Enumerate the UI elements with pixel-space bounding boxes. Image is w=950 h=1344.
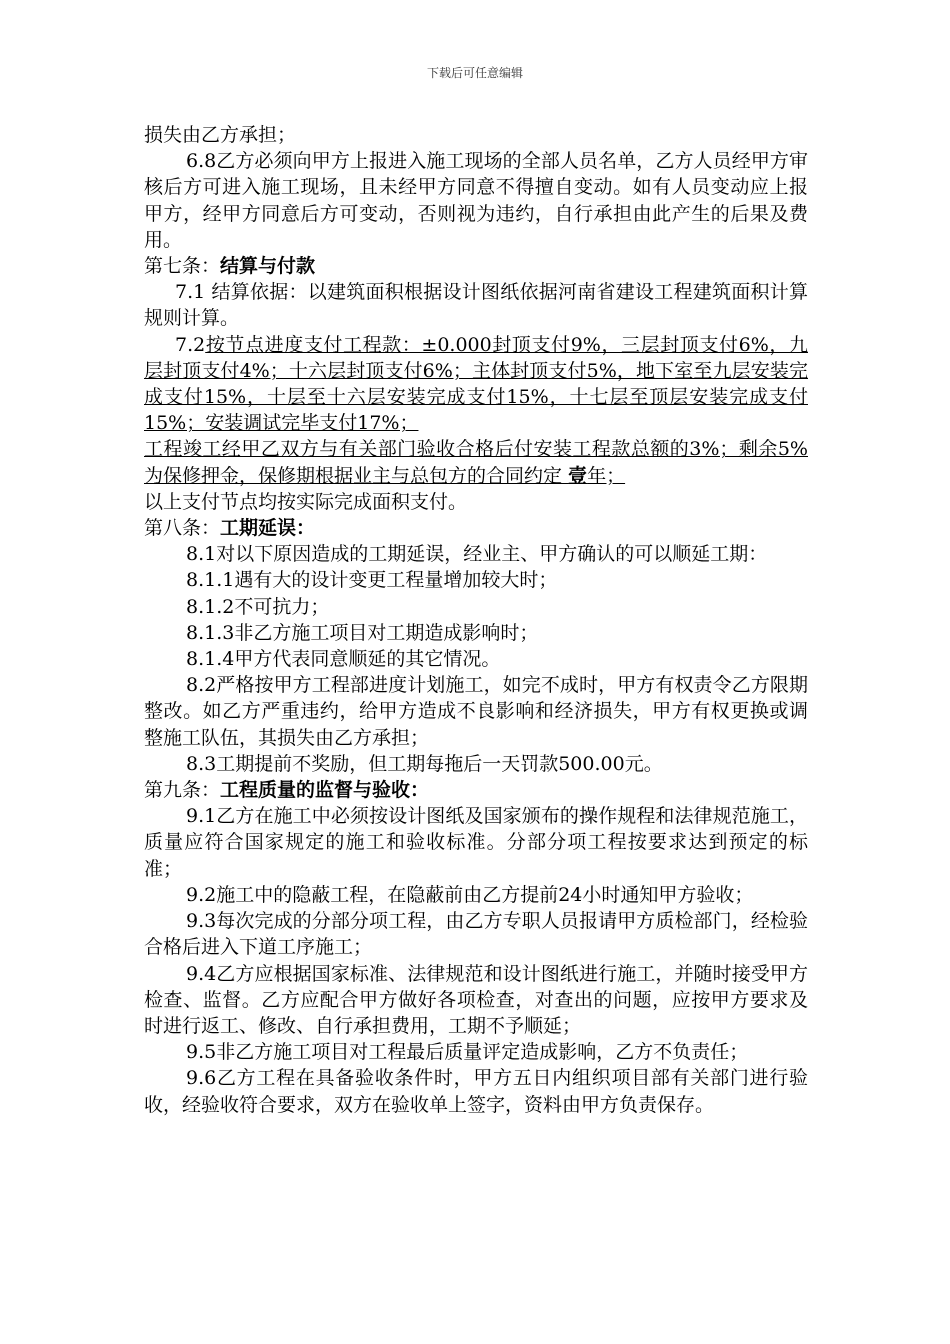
clause-9-1: 9.1乙方在施工中必须按设计图纸及国家颁布的操作规程和法律规范施工，质量应符合国家规定的施工和验收标准。分部分项工程按要求达到预定的标准； xyxy=(144,805,808,880)
article-8-heading xyxy=(144,515,808,541)
article-prefix: 第七条： xyxy=(144,255,221,278)
clause-text-end: 年； xyxy=(587,464,626,487)
article-prefix: 第九条： xyxy=(144,779,221,802)
clause-8-1-4: 8.1.4甲方代表同意顺延的其它情况。 xyxy=(186,648,501,671)
paragraph: 损失由乙方承担； xyxy=(144,124,297,146)
clause-number: 7.2 xyxy=(175,333,206,356)
clause-8-1-1: 8.1.1遇有大的设计变更工程量增加较大时； xyxy=(186,569,558,592)
clause-9-6: 9.6乙方工程在具备验收条件时，甲方五日内组织项目部有关部门进行验收，经验收符合要求，双方在验收单上签字，资料由甲方负责保存。 xyxy=(144,1067,808,1116)
clause-8-1-3: 8.1.3非乙方施工项目对工期造成影响时； xyxy=(186,621,539,644)
clause-7-1: 7.1 结算依据：以建筑面积根据设计图纸依据河南省建设工程建筑面积计算规则计算。 xyxy=(144,281,808,330)
clause-text: 按节点进度支付工程款：±0.000封顶支付9%，三层封顶支付6%，九层封顶支付4%；十六层封顶支付6%；主体封顶支付5%，地下室至九层安装完成支付15%，十层至十六层安装完成支付15%，十七层至顶层安装完成支付15%；安装调试完毕支付17%； xyxy=(144,333,808,435)
article-7-heading xyxy=(144,253,808,279)
clause-9-3: 9.3每次完成的分部分项工程，由乙方专职人员报请甲方质检部门，经检验合格后进入下道工序施工； xyxy=(144,910,808,959)
article-title: 工程质量的监督与验收： xyxy=(220,779,430,802)
clause-8-1: 8.1对以下原因造成的工期延误，经业主、甲方确认的可以顺延工期： xyxy=(186,543,768,566)
clause-text: 工程竣工经甲乙双方与有关部门验收合格后付安装工程款总额的3%；剩余5%为保修押金，保修期根据业主与总包方的合同约定 xyxy=(144,438,808,487)
clause-9-4: 9.4乙方应根据国家标准、法律规范和设计图纸进行施工，并随时接受甲方检查、监督。乙方应配合甲方做好各项检查，对查出的问题，应按甲方要求及时进行返工、修改、自行承担费用，工期不予顺延； xyxy=(144,962,808,1037)
page-header: 下载后可任意编辑 xyxy=(426,66,523,80)
payment-note: 以上支付节点均按实际完成面积支付。 xyxy=(144,490,468,513)
clause-8-3: 8.3工期提前不奖励，但工期每拖后一天罚款500.00元。 xyxy=(186,752,663,775)
clause-7-2-continued xyxy=(144,436,808,488)
clause-6-8: 6.8乙方必须向甲方上报进入施工现场的全部人员名单，乙方人员经甲方审核后方可进入施工现场，且未经甲方同意不得擅自变动。如有人员变动应上报甲方，经甲方同意后方可变动，否则视为违约，自行承担由此产生的后果及费用。 xyxy=(144,150,808,251)
article-title: 结算与付款 xyxy=(220,255,316,278)
clause-8-1-2: 8.1.2不可抗力； xyxy=(186,595,330,618)
clause-8-2: 8.2严格按甲方工程部进度计划施工，如完不成时，甲方有权责令乙方限期整改。如乙方严重违约，给甲方造成不良影响和经济损失，甲方有权更换或调整施工队伍，其损失由乙方承担； xyxy=(144,674,808,749)
warranty-period: 壹 xyxy=(568,464,588,487)
article-9-heading xyxy=(144,777,808,803)
document-body xyxy=(144,122,808,1118)
clause-9-2: 9.2施工中的隐蔽工程，在隐蔽前由乙方提前24小时通知甲方验收； xyxy=(186,883,754,906)
article-prefix: 第八条： xyxy=(144,517,221,540)
clause-7-2 xyxy=(144,332,808,437)
article-title: 工期延误： xyxy=(220,517,316,540)
clause-9-5: 9.5非乙方施工项目对工程最后质量评定造成影响，乙方不负责任； xyxy=(186,1041,749,1064)
